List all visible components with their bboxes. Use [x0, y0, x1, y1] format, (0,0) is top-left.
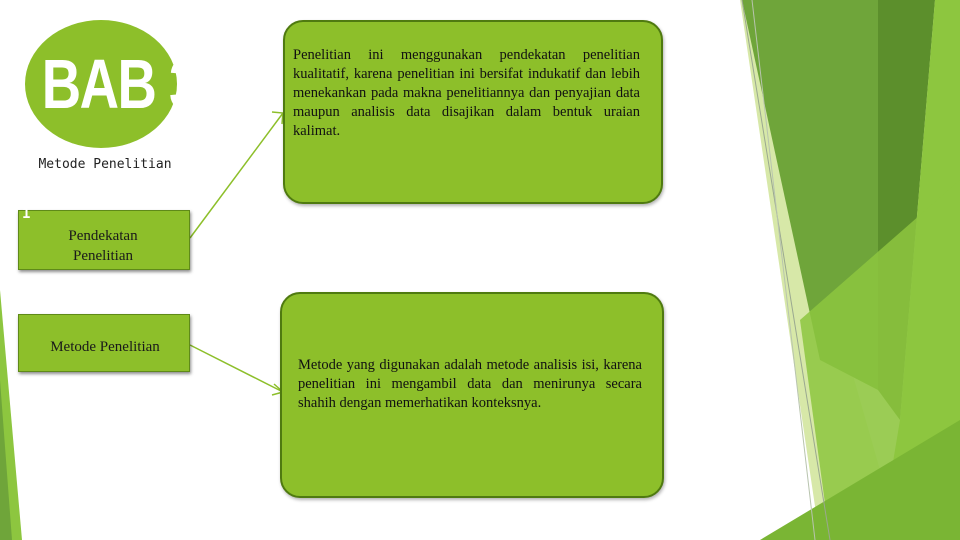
item-2-number: 2 [4, 309, 13, 325]
connector-2 [190, 345, 283, 392]
connector-1-arrow [272, 112, 283, 124]
connector-1 [190, 113, 283, 238]
item-1-number: 1 [22, 206, 31, 222]
item-2-label: Metode Penelitian [50, 339, 160, 355]
chapter-subtitle: Metode Penelitian [38, 157, 172, 172]
content-box-1-text: Penelitian ini menggunakan pendekatan penelitian kualitatif, karena penelitian ini bersifat indukatif dan lebih menekankan pada makna penelitiannya dan penyajian data maupun analisis data disajikan dalam bentuk uraian kalimat. [293, 47, 640, 139]
content-box-2-text: Metode yang digunakan adalah metode analisis isi, karena penelitian ini mengambil data dan menirunya secara shahih dengan memerhatikan konteksnya. [298, 357, 642, 411]
chapter-logo-text: BAB 3 [41, 45, 198, 123]
item-1-label: Pendekatan Penelitian [68, 228, 138, 264]
